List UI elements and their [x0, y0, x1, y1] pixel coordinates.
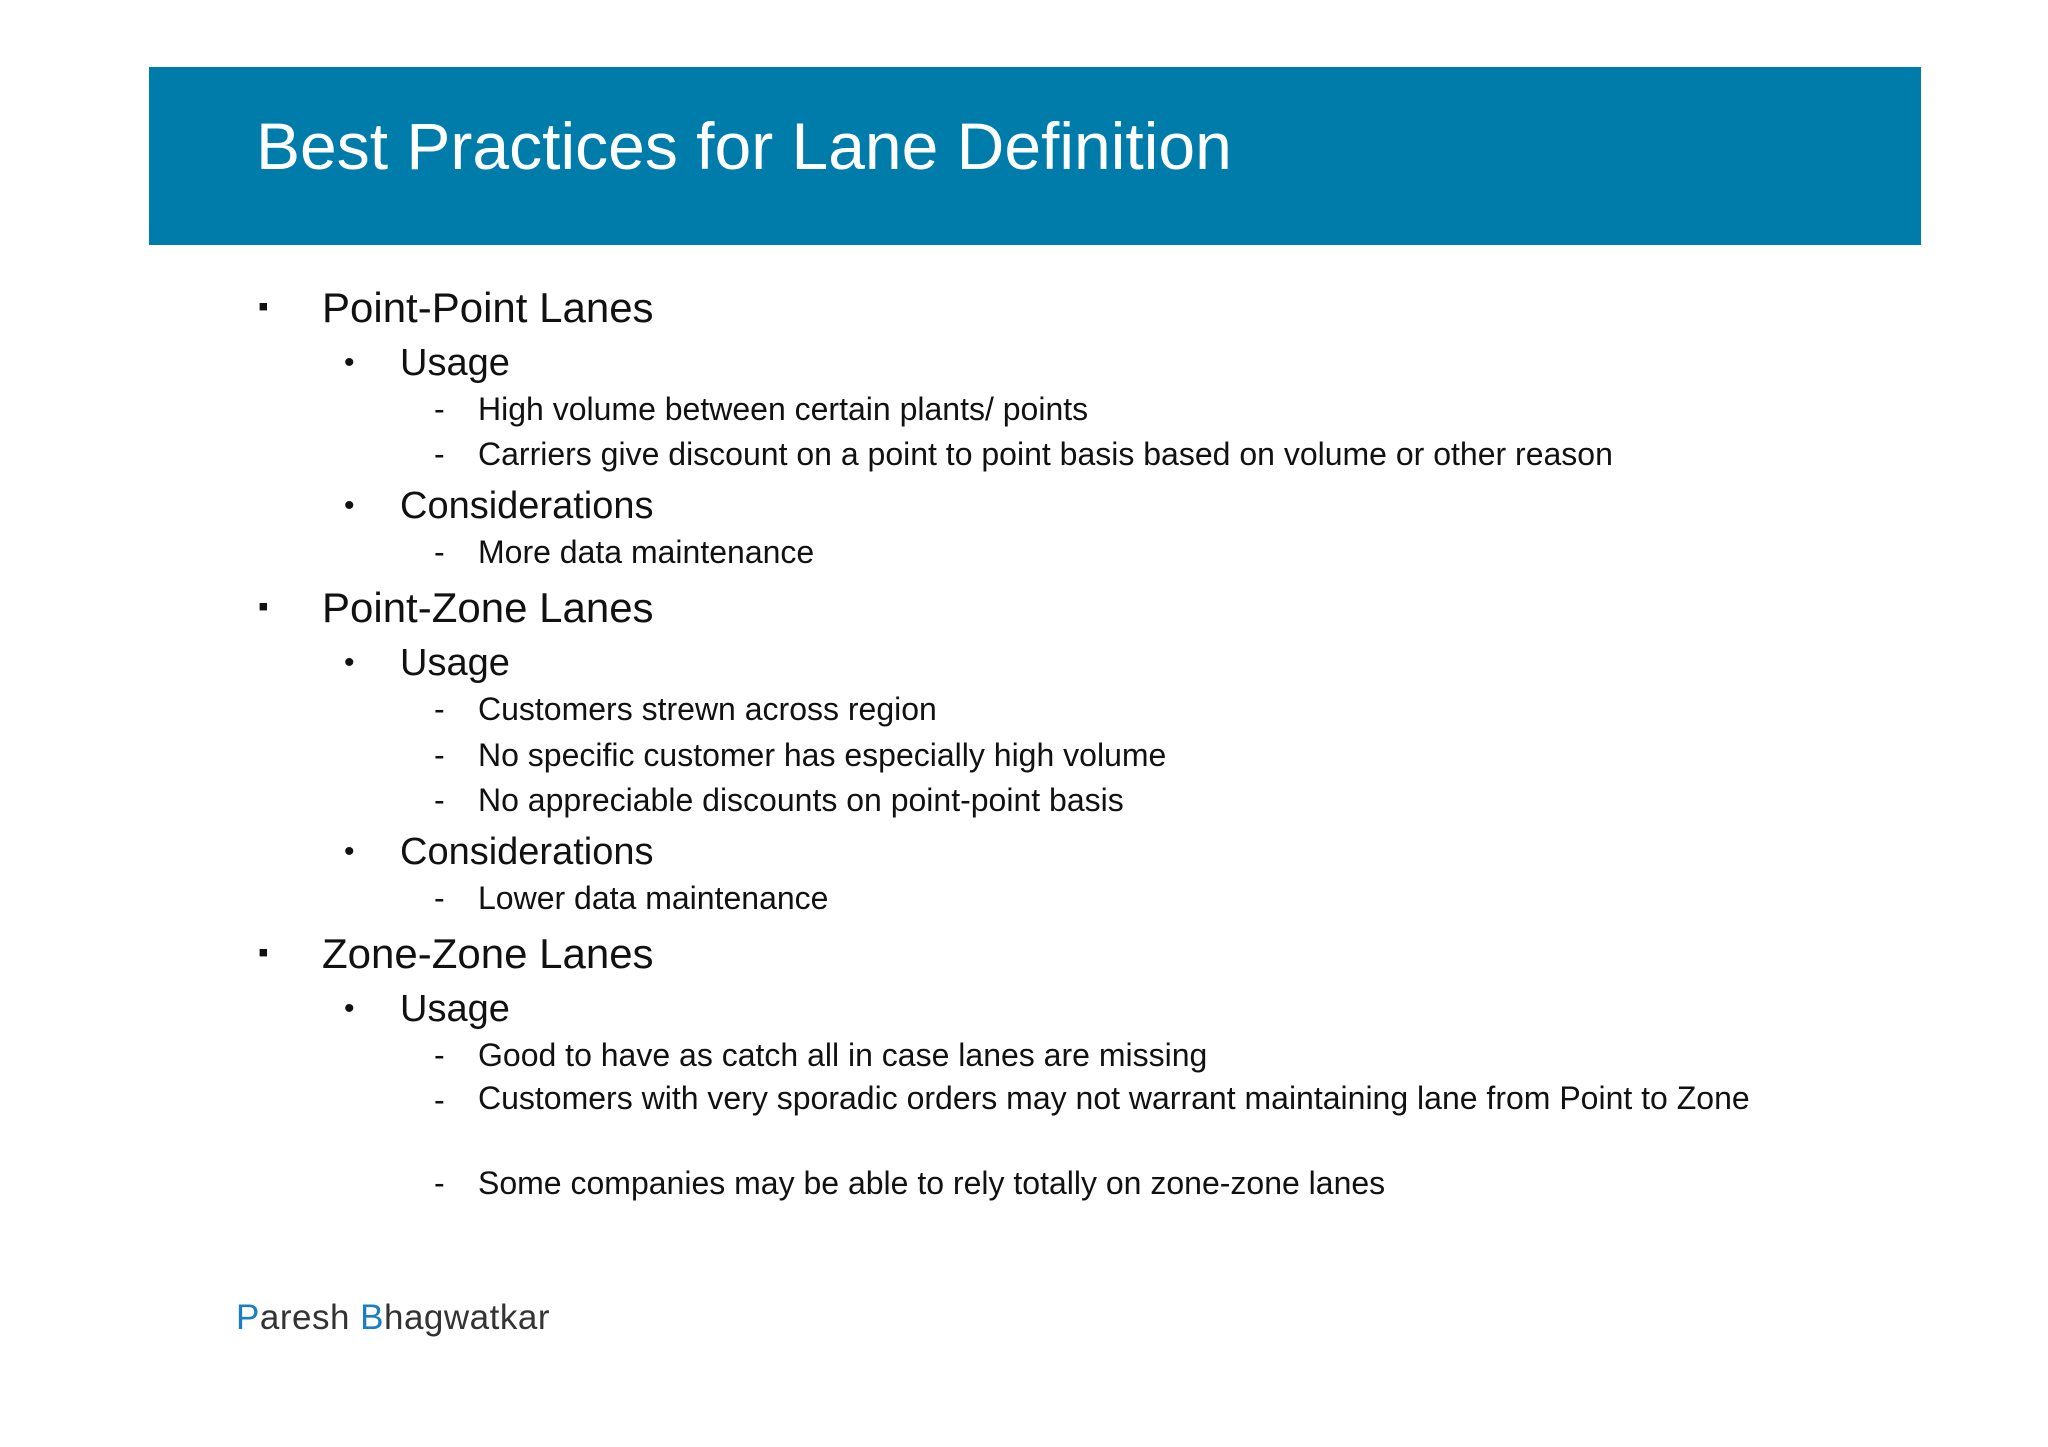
title-bar — [149, 67, 1921, 245]
list-item — [434, 391, 1089, 427]
round-bullet-icon: • — [344, 646, 355, 679]
square-bullet-icon: ▪ — [258, 590, 269, 623]
round-bullet-icon: • — [344, 835, 355, 868]
logo-last-initial: B — [360, 1298, 384, 1337]
list-item-text: More data maintenance — [478, 534, 815, 570]
dash-bullet-icon: - — [434, 1165, 445, 1201]
dash-bullet-icon: - — [434, 737, 445, 773]
section-heading-text: Zone-Zone Lanes — [322, 930, 654, 977]
section-heading-point-point — [258, 284, 654, 331]
list-item — [434, 737, 1167, 773]
dash-bullet-icon: - — [434, 391, 445, 427]
dash-bullet-icon: - — [434, 1082, 445, 1118]
logo-first-rest: aresh — [259, 1298, 361, 1337]
group-label-text: Considerations — [400, 485, 654, 527]
logo-first-initial: P — [236, 1298, 260, 1337]
group-label-usage — [344, 342, 510, 384]
dash-bullet-icon: - — [434, 880, 445, 916]
list-item — [434, 534, 815, 570]
list-item — [434, 691, 937, 727]
group-label-text: Usage — [400, 988, 510, 1030]
group-label-considerations — [344, 831, 654, 873]
group-label-text: Considerations — [400, 831, 654, 873]
list-item-text: Lower data maintenance — [478, 880, 829, 916]
list-item-text: No appreciable discounts on point-point basis — [478, 782, 1124, 818]
group-label-text: Usage — [400, 642, 510, 684]
author-logo — [236, 1300, 550, 1335]
dash-bullet-icon: - — [434, 1037, 445, 1073]
group-label-usage — [344, 642, 510, 684]
list-item — [434, 1165, 1386, 1201]
list-item — [434, 1080, 1798, 1118]
dash-bullet-icon: - — [434, 436, 445, 472]
section-heading-text: Point-Point Lanes — [322, 284, 654, 331]
list-item — [434, 782, 1124, 818]
section-heading-zone-zone — [258, 930, 654, 977]
dash-bullet-icon: - — [434, 782, 445, 818]
slide-title: Best Practices for Lane Definition — [256, 109, 1232, 183]
logo-last-rest: hagwatkar — [384, 1298, 550, 1337]
square-bullet-icon: ▪ — [258, 290, 269, 323]
round-bullet-icon: • — [344, 489, 355, 522]
list-item-text: Carriers give discount on a point to point basis based on volume or other reason — [478, 436, 1613, 472]
list-item-text: No specific customer has especially high volume — [478, 737, 1167, 773]
list-item-text: Customers with very sporadic orders may not warrant maintaining lane from Point to Zone — [478, 1080, 1750, 1116]
list-item — [434, 880, 829, 916]
dash-bullet-icon: - — [434, 691, 445, 727]
round-bullet-icon: • — [344, 346, 355, 379]
section-heading-text: Point-Zone Lanes — [322, 584, 654, 631]
section-heading-point-zone — [258, 584, 654, 631]
list-item-text: High volume between certain plants/ points — [478, 391, 1089, 427]
list-item-text: Customers strewn across region — [478, 691, 937, 727]
round-bullet-icon: • — [344, 992, 355, 1025]
list-item-text: Good to have as catch all in case lanes are missing — [478, 1037, 1208, 1073]
group-label-considerations — [344, 485, 654, 527]
group-label-text: Usage — [400, 342, 510, 384]
list-item — [434, 436, 1613, 472]
list-item — [434, 1037, 1208, 1073]
dash-bullet-icon: - — [434, 534, 445, 570]
group-label-usage — [344, 988, 510, 1030]
square-bullet-icon: ▪ — [258, 936, 269, 969]
list-item-text: Some companies may be able to rely totally on zone-zone lanes — [478, 1165, 1386, 1201]
